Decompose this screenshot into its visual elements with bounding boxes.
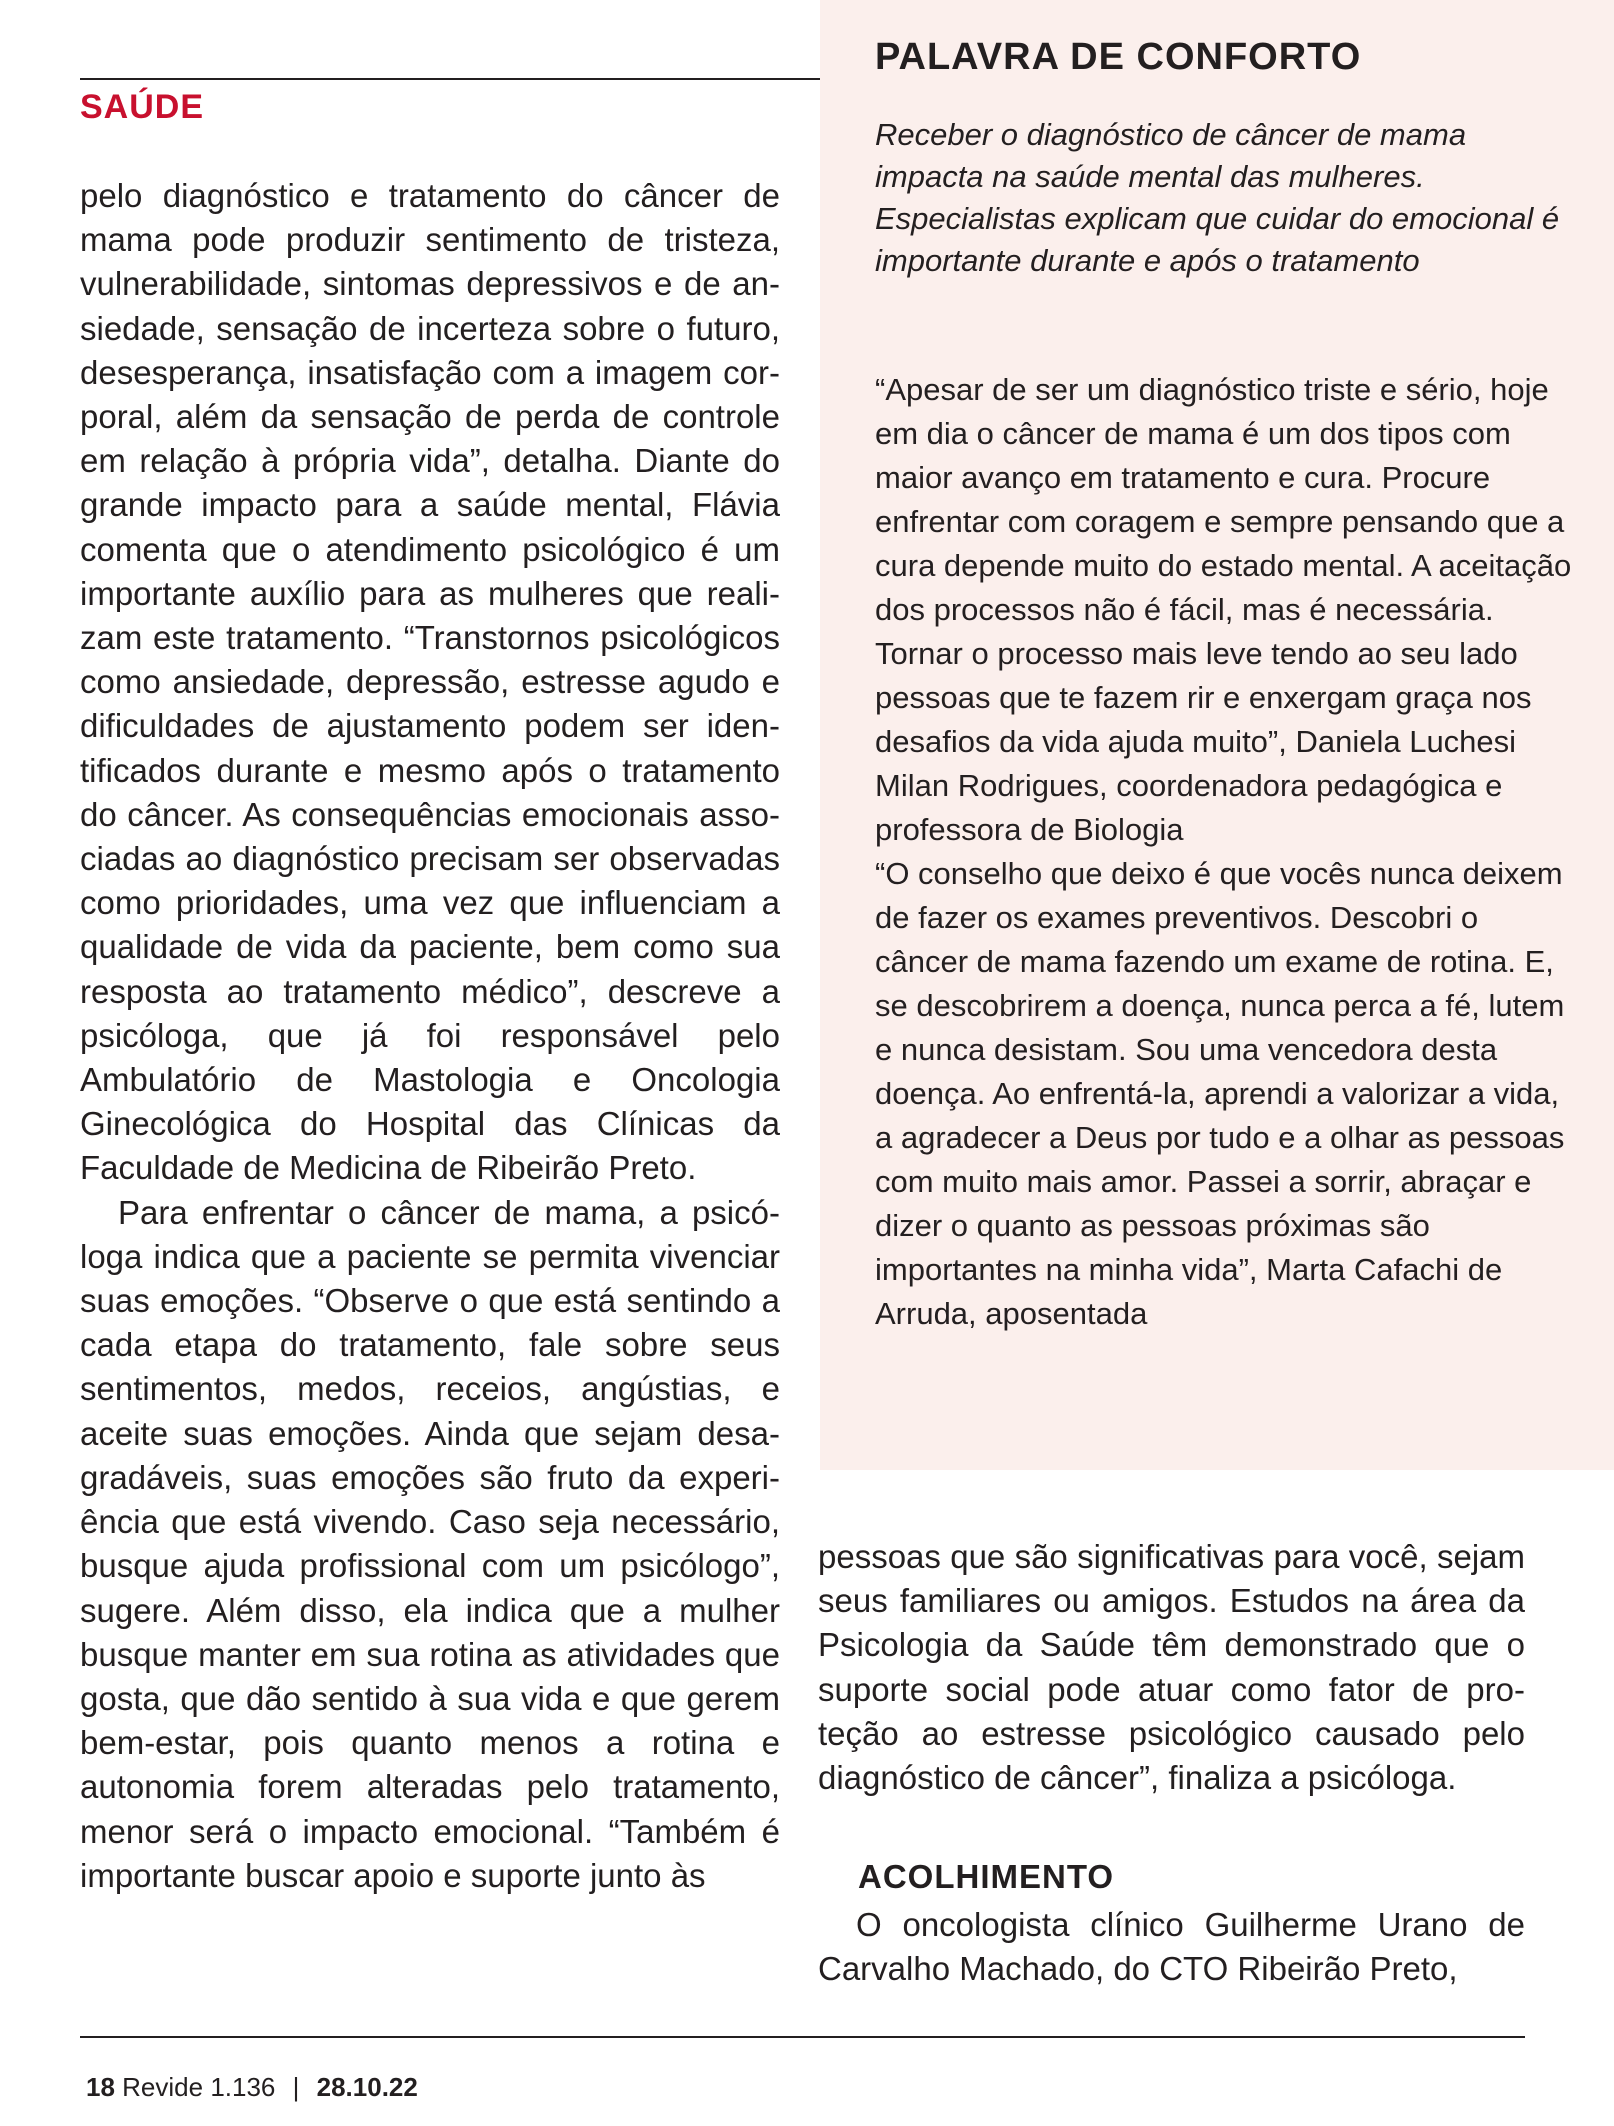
body-paragraph: Para enfrentar o câncer de mama, a psicóloga indica que a paciente se permita vivenciar suas emoções. “Observe o que está sentindo a cada etapa do tratamento, fale sobre seus sentimentos, medos, receios, angústias, e aceite suas emoções. Ainda que sejam desagradáveis, suas emoções são fruto da experiência que está vivendo. Caso seja necessário, busque ajuda profissional com um psicólogo”, sugere. Além disso, ela indica que a mulher busque manter em sua rotina as atividades que gosta, que dão sentido à sua vida e que gerem bem-estar, pois quanto menos a rotina e autonomia forem alteradas pelo tratamento, menor será o impacto emocional. “Também é importante buscar apoio e suporte junto às — [80, 1193, 780, 1894]
body-paragraph: pelo diagnóstico e tratamento do câncer de mama pode produzir sentimento de tristeza, vulnerabilidade, sintomas depressivos e de ansiedade, sensação de incerteza sobre o futuro, desesperança, insatisfação com a imagem corporal, além da sensação de perda de controle em relação à própria vida”, detalha. Diante do grande impacto para a saúde mental, Flávia comenta que o atendimento psicológico é um importante auxílio para as mulheres que realizam este tratamento. “Transtornos psicológicos como ansiedade, depressão, estresse agudo e dificuldades de ajustamento podem ser identificados durante e mesmo após o tratamento do câncer. As consequências emocionais associadas ao diagnóstico precisam ser observadas como prioridades, uma vez que influenciam a qualidade de vida da paciente, bem como sua resposta ao tratamento médico”, descreve a psicóloga, que já foi responsável pelo Ambulatório de Mastologia e Oncologia Ginecológica do Hospital das Clínicas da Faculdade de Medicina de Ribeirão Preto. — [80, 177, 780, 1187]
magazine-issue: Revide 1.136 — [122, 2072, 276, 2102]
body-paragraph: pessoas que são significativas para você, sejam seus familiares ou amigos. Estudos na área da Psicologia da Saúde têm demonstrado que o suporte social pode atuar como fator de proteção ao estresse psicológico causado pelo diagnóstico de câncer”, finaliza a psicóloga. — [818, 1538, 1525, 1797]
footer-rule — [80, 2036, 1525, 2038]
page-number: 18 — [86, 2072, 115, 2102]
header-rule — [80, 78, 820, 80]
section-label: SAÚDE — [80, 88, 205, 126]
testimonial-quote: “O conselho que deixo é que vocês nunca deixem de fazer os exames preventivos. Descobri o câncer de mama fazendo um exame de rotina. E, se descobrirem a doença, nunca perca a fé, lutem e nunca desistam. Sou uma vencedora desta doença. Ao enfrentá-la, aprendi a valorizar a vida, a agradecer a Deus por tudo e a olhar as pessoas com muito mais amor. Passei a sorrir, abraçar e dizer o quanto as pessoas próximas são importantes na minha vida”, Marta Cafachi de Arruda, aposentada — [875, 856, 1565, 1331]
right-column-continued — [818, 1903, 1525, 1991]
issue-date: 28.10.22 — [316, 2072, 418, 2102]
testimonial-quote: “Apesar de ser um diagnóstico triste e sério, hoje em dia o câncer de mama é um dos tipos com maior avanço em tratamento e cura. Procure enfrentar com coragem e sempre pensando que a cura depende muito do estado mental. A aceitação dos processos não é fácil, mas é necessária. Tornar o processo mais leve tendo ao seu lado pessoas que te fazem rir e enxergam graça nos desafios da vida ajuda muito”, Daniela Luchesi Milan Rodrigues, coordenadora pedagógica e professora de Biologia — [875, 372, 1572, 847]
subheading: ACOLHIMENTO — [858, 1858, 1115, 1895]
footer-separator: | — [292, 2072, 300, 2102]
sidebar-title: PALAVRA DE CONFORTO — [875, 36, 1362, 78]
body-paragraph: O oncologista clínico Guilherme Urano de Carvalho Machado, do CTO Ribeirão Preto, — [818, 1906, 1525, 1988]
page-footer — [86, 2072, 418, 2103]
left-column — [80, 174, 780, 1898]
sidebar-quotes — [875, 368, 1575, 1336]
sidebar-lead: Receber o diagnóstico de câncer de mama impacta na saúde mental das mulheres. Especialistas explicam que cuidar do emocional é importante durante e após o tratamento — [875, 117, 1560, 278]
right-column — [818, 1535, 1525, 1800]
